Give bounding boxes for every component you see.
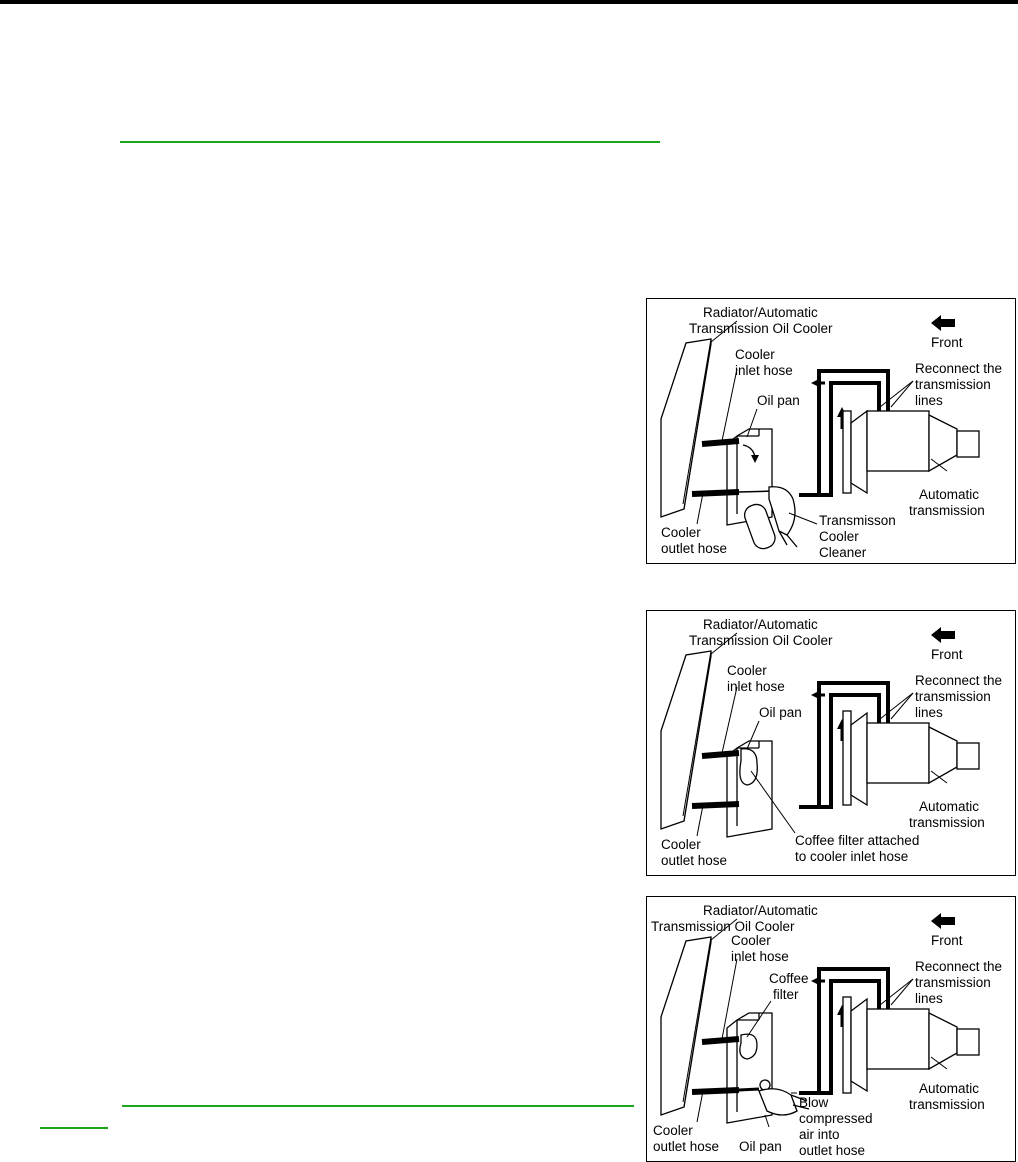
inlet-hose-label: Cooler inlet hose bbox=[731, 933, 789, 964]
inlet-hose bbox=[702, 753, 739, 756]
radiator-icon bbox=[661, 339, 711, 517]
header-rule bbox=[0, 0, 1018, 4]
cleaner-label: Transmisson Cooler Cleaner bbox=[819, 513, 896, 560]
coffee-filter-label: Coffee filter bbox=[769, 971, 809, 1002]
automatic-transmission-label: Automatic transmission bbox=[909, 487, 985, 518]
front-arrow-icon bbox=[931, 913, 955, 929]
coffee-filter-icon bbox=[740, 1034, 757, 1059]
oil-pan-label: Oil pan bbox=[759, 705, 802, 720]
automatic-transmission-label: Automatic transmission bbox=[909, 1081, 985, 1112]
reconnect-label: Reconnect the transmission lines bbox=[915, 361, 1003, 408]
oil-pan-label: Oil pan bbox=[739, 1139, 782, 1154]
coffee-filter-label: Coffee filter attached to cooler inlet hose bbox=[795, 833, 920, 864]
reconnect-label: Reconnect the transmission lines bbox=[915, 959, 1003, 1006]
radiator-label: Radiator/Automatic Transmission Oil Cooler bbox=[689, 305, 833, 336]
outlet-hose-label: Cooler outlet hose bbox=[653, 1123, 720, 1154]
figure-2-coffee-filter bbox=[646, 610, 1016, 876]
outlet-hose bbox=[692, 804, 739, 806]
oil-pan-label: Oil pan bbox=[757, 393, 800, 408]
inlet-hose-label: Cooler inlet hose bbox=[735, 347, 793, 378]
front-label: Front bbox=[931, 933, 963, 948]
front-label: Front bbox=[931, 335, 963, 350]
coffee-filter-icon bbox=[740, 749, 757, 785]
outlet-hose-label: Cooler outlet hose bbox=[661, 525, 728, 556]
inlet-hose bbox=[702, 441, 739, 444]
figure-3-compressed-air bbox=[646, 896, 1016, 1162]
front-arrow-icon bbox=[931, 315, 955, 331]
front-label: Front bbox=[931, 647, 963, 662]
figure-1-cleaner-spray bbox=[646, 298, 1016, 564]
inlet-hose-label: Cooler inlet hose bbox=[727, 663, 785, 694]
radiator-icon bbox=[661, 651, 711, 829]
reconnect-label: Reconnect the transmission lines bbox=[915, 673, 1003, 720]
inlet-hose bbox=[702, 1039, 739, 1042]
front-arrow-icon bbox=[931, 627, 955, 643]
automatic-transmission-icon bbox=[843, 711, 979, 805]
automatic-transmission-icon bbox=[843, 997, 979, 1093]
compressed-air-label: Blow compressed air into outlet hose bbox=[799, 1095, 873, 1158]
radiator-label: Radiator/Automatic Transmission Oil Cooler bbox=[651, 903, 818, 934]
radiator-label: Radiator/Automatic Transmission Oil Cooler bbox=[689, 617, 833, 648]
hyperlink-underline-bottom-cont[interactable] bbox=[40, 1127, 108, 1129]
outlet-hose-label: Cooler outlet hose bbox=[661, 837, 728, 868]
automatic-transmission-label: Automatic transmission bbox=[909, 799, 985, 830]
outlet-hose bbox=[692, 1090, 739, 1092]
radiator-icon bbox=[661, 937, 711, 1115]
automatic-transmission-icon bbox=[843, 411, 979, 493]
outlet-hose bbox=[692, 492, 739, 494]
hyperlink-underline-top[interactable] bbox=[120, 141, 660, 143]
hyperlink-underline-bottom[interactable] bbox=[122, 1105, 634, 1107]
